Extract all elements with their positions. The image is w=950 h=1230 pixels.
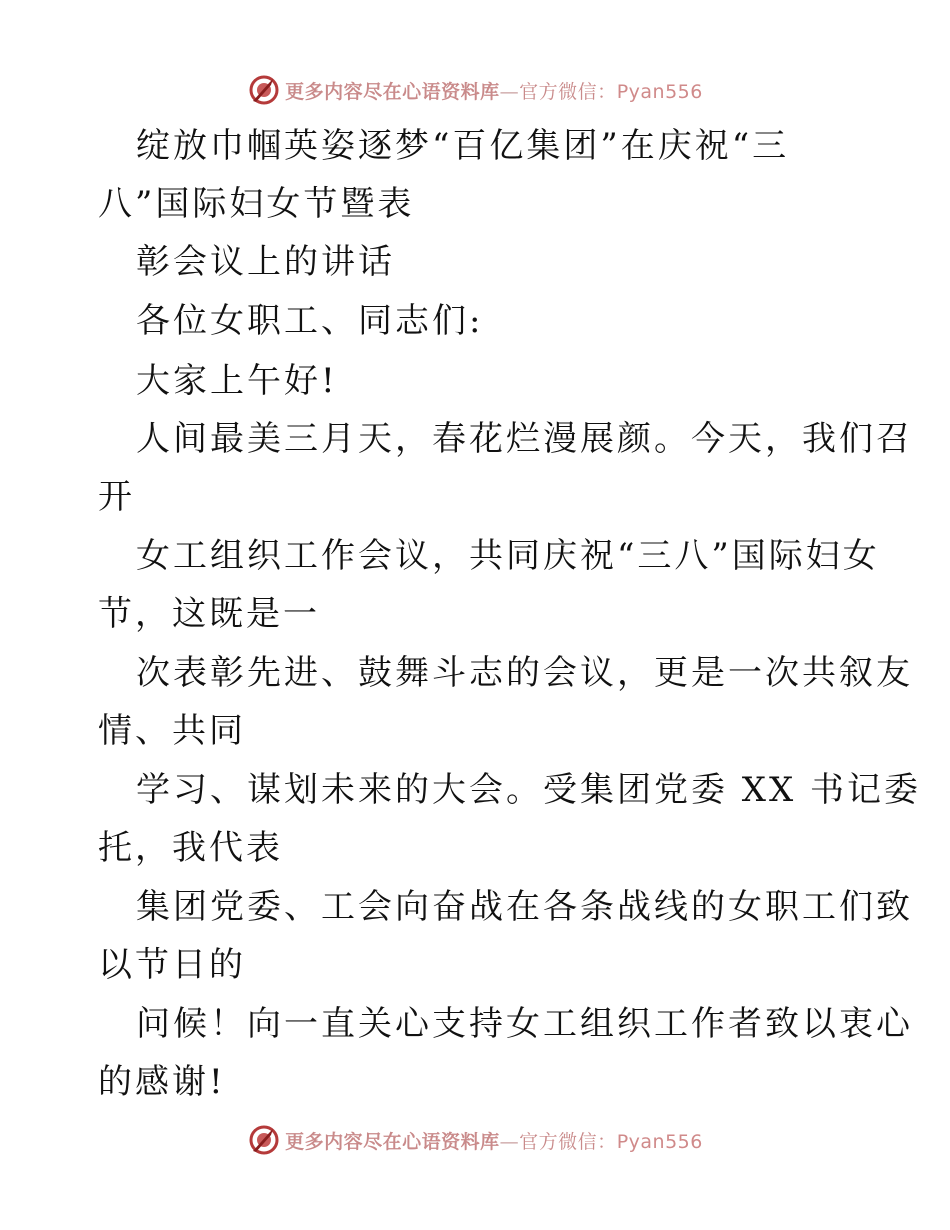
paragraph-line: 开 <box>98 477 135 517</box>
watermark-separator: — <box>499 80 520 103</box>
paragraph-line: 女工组织工作会议，共同庆祝“三八”国际妇女 <box>136 536 880 576</box>
watermark-text <box>285 1127 703 1154</box>
watermark-separator: — <box>499 1130 520 1153</box>
paragraph-line: 问候！向一直关心支持女工组织工作者致以衷心 <box>136 1004 913 1044</box>
salutation: 各位女职工、同志们: <box>136 301 484 341</box>
watermark-wechat-label: 官方微信： <box>519 1130 617 1153</box>
paragraph-line: 集团党委、工会向奋战在各条战线的女职工们致 <box>136 887 913 927</box>
quill-seal-icon <box>247 73 281 107</box>
footer-watermark <box>0 1120 950 1160</box>
watermark-wechat-id: Pyan556 <box>616 80 703 103</box>
watermark-wechat-label: 官方微信： <box>519 80 617 103</box>
header-watermark <box>0 70 950 110</box>
paragraph-line: 的感谢! <box>98 1062 226 1102</box>
paragraph-line: 托，我代表 <box>98 828 283 868</box>
paragraph-line: 情、共同 <box>98 711 246 751</box>
watermark-text <box>285 77 703 104</box>
title-line-3: 彰会议上的讲话 <box>136 242 395 282</box>
paragraph-line: 以节日的 <box>98 945 246 985</box>
greeting: 大家上午好! <box>136 361 338 401</box>
title-line-1: 绽放巾帼英姿逐梦“百亿集团”在庆祝“三 <box>136 126 790 166</box>
title-line-2: 八”国际妇女节暨表 <box>98 184 415 224</box>
quill-seal-icon <box>247 1123 281 1157</box>
watermark-wechat-id: Pyan556 <box>616 1130 703 1153</box>
watermark-main: 更多内容尽在心语资料库 <box>285 80 500 103</box>
watermark-main: 更多内容尽在心语资料库 <box>285 1130 500 1153</box>
paragraph-line: 次表彰先进、鼓舞斗志的会议，更是一次共叙友 <box>136 653 913 693</box>
paragraph-line: 人间最美三月天，春花烂漫展颜。今天，我们召 <box>136 419 913 459</box>
paragraph-line: 学习、谋划未来的大会。受集团党委 XX 书记委 <box>136 770 922 810</box>
paragraph-line: 节，这既是一 <box>98 594 320 634</box>
